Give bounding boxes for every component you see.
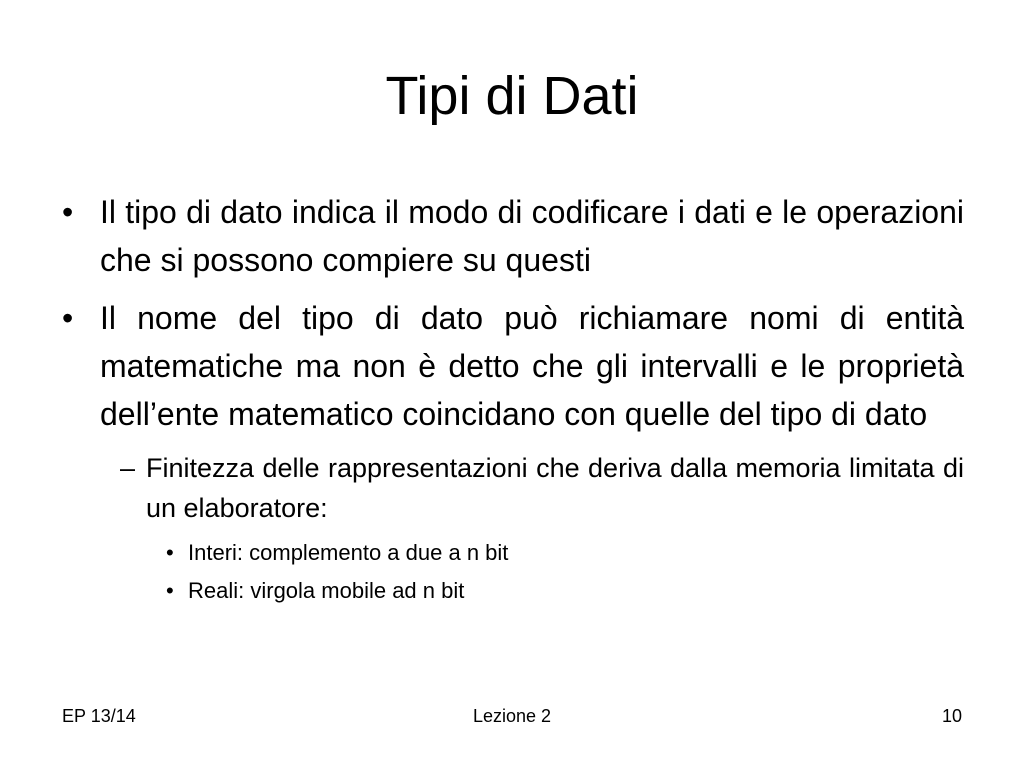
bullet-marker: •: [62, 194, 74, 230]
dash-marker: –: [120, 453, 136, 483]
bullet-text: Il tipo di dato indica il modo di codificare i dati e le operazioni che si possono compiere su questi: [100, 194, 964, 278]
footer-page-number: 10: [941, 706, 962, 726]
bullet-marker: •: [166, 578, 174, 603]
bullet-marker: •: [166, 540, 174, 565]
sub-bullet-text: Finitezza delle rappresentazioni che deriva dalla memoria limitata di un elaboratore:: [146, 453, 964, 523]
sub-sub-bullet-text: Interi: complemento a due a n bit: [188, 540, 509, 565]
slide-title: Tipi di Dati: [385, 66, 639, 126]
sub-sub-bullet-item: [166, 534, 964, 572]
sub-sub-bullet-item: [166, 572, 964, 610]
bullet-text: Il nome del tipo di dato può richiamare nomi di entità matematiche ma non è detto che gli intervalli e le proprietà dell’ente matematico coincidano con quelle del tipo di dato: [100, 300, 964, 432]
bullet-item: [62, 294, 964, 438]
sub-sub-bullet-text: Reali: virgola mobile ad n bit: [188, 578, 465, 603]
slide-content: [62, 188, 964, 610]
sub-bullet-item: [120, 448, 964, 528]
bullet-marker: •: [62, 300, 74, 336]
bullet-item: [62, 188, 964, 284]
footer-lesson: Lezione 2: [472, 706, 552, 726]
footer-course: EP 13/14: [62, 706, 136, 726]
